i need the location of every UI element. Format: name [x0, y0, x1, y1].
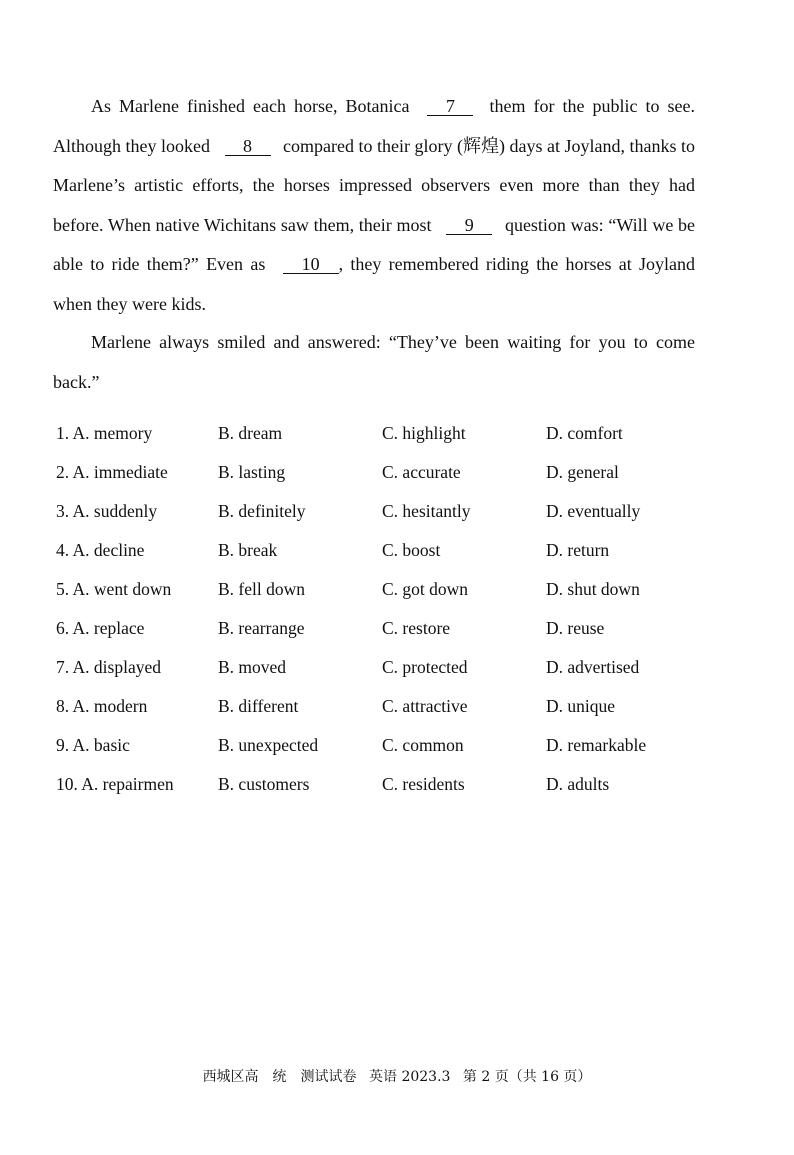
option-9-b: B. unexpected: [218, 735, 319, 755]
option-6-d: D. reuse: [546, 618, 605, 638]
option-4-a: 4. A. decline: [56, 540, 145, 560]
option-10-a: 10. A. repairmen: [56, 774, 174, 794]
option-2-a: 2. A. immediate: [56, 462, 168, 482]
footer-subject: 英语 2023.3: [369, 1069, 451, 1085]
option-9-d: D. remarkable: [546, 735, 647, 755]
footer-page-number: 第 2 页（共 16 页）: [462, 1069, 592, 1085]
passage-text: compared to their glory (辉煌) days at Joyland, thanks to Marlene’s artistic efforts, the horses impressed observers even more than they had before. When native Wichitans saw them, their most: [53, 135, 696, 235]
option-7-a: 7. A. displayed: [56, 657, 161, 677]
option-1-c: C. highlight: [382, 423, 466, 443]
option-row-6: [56, 612, 716, 651]
option-3-a: 3. A. suddenly: [56, 501, 158, 521]
blank-10: 10: [283, 255, 339, 274]
blank-8: 8: [225, 137, 271, 156]
option-10-c: C. residents: [382, 774, 465, 794]
option-7-b: B. moved: [218, 657, 287, 677]
passage-text: As Marlene finished each horse, Botanica: [91, 96, 410, 116]
option-7-d: D. advertised: [546, 657, 640, 677]
blank-9: 9: [446, 216, 492, 235]
option-row-3: [56, 495, 716, 534]
option-1-b: B. dream: [218, 423, 283, 443]
option-8-a: 8. A. modern: [56, 696, 148, 716]
option-4-b: B. break: [218, 540, 278, 560]
option-4-c: C. boost: [382, 540, 441, 560]
passage-text: question was: “Will we be able to ride them?” Even as: [53, 214, 696, 274]
option-10-b: B. customers: [218, 774, 310, 794]
option-row-5: [56, 573, 716, 612]
option-8-d: D. unique: [546, 696, 616, 716]
option-8-b: B. different: [218, 696, 299, 716]
option-3-c: C. hesitantly: [382, 501, 471, 521]
option-9-c: C. common: [382, 735, 464, 755]
footer-exam-title: 西城区高 统 测试试卷: [202, 1069, 357, 1085]
option-8-c: C. attractive: [382, 696, 468, 716]
option-6-a: 6. A. replace: [56, 618, 145, 638]
option-row-7: [56, 651, 716, 690]
option-row-4: [56, 534, 716, 573]
option-5-d: D. shut down: [546, 579, 640, 599]
option-row-10: [56, 768, 716, 807]
option-2-c: C. accurate: [382, 462, 461, 482]
option-2-b: B. lasting: [218, 462, 286, 482]
passage-text: , they remembered riding the horses at Joyland when they were kids.: [53, 254, 696, 314]
option-row-8: [56, 690, 716, 729]
page-footer: [0, 1066, 794, 1086]
answer-options-table: [56, 417, 716, 807]
option-6-c: C. restore: [382, 618, 451, 638]
option-5-a: 5. A. went down: [56, 579, 172, 599]
option-4-d: D. return: [546, 540, 610, 560]
option-3-b: B. definitely: [218, 501, 306, 521]
option-row-1: [56, 417, 716, 456]
option-row-9: [56, 729, 716, 768]
option-10-d: D. adults: [546, 774, 610, 794]
option-2-d: D. general: [546, 462, 619, 482]
passage-paragraph-1: [53, 87, 695, 324]
option-1-a: 1. A. memory: [56, 423, 153, 443]
blank-7: 7: [427, 97, 473, 116]
passage-paragraph-2: [53, 323, 695, 402]
option-5-b: B. fell down: [218, 579, 306, 599]
option-7-c: C. protected: [382, 657, 468, 677]
option-6-b: B. rearrange: [218, 618, 305, 638]
passage-text: Marlene always smiled and answered: “They’ve been waiting for you to come back.”: [53, 332, 695, 392]
passage-text: them for the public to see. Although they looked: [53, 96, 695, 156]
option-1-d: D. comfort: [546, 423, 623, 443]
option-3-d: D. eventually: [546, 501, 641, 521]
option-9-a: 9. A. basic: [56, 735, 130, 755]
option-5-c: C. got down: [382, 579, 469, 599]
option-row-2: [56, 456, 716, 495]
